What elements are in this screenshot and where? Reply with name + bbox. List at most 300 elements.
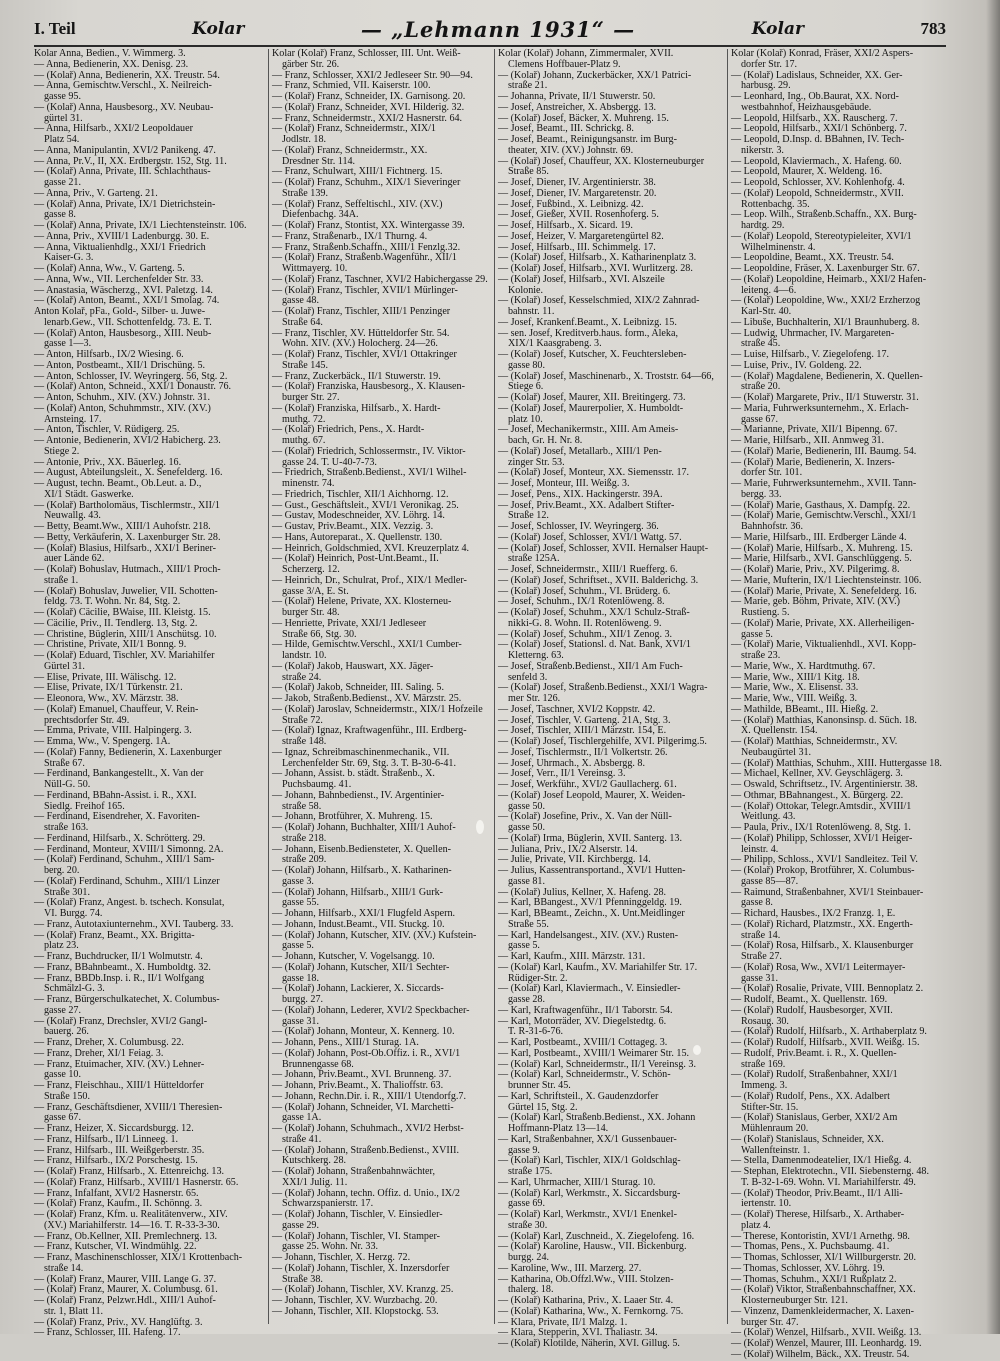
directory-entry-line: Karl-Str. 40. [741,306,792,317]
directory-entry-line: — (Kolař) Leopoldine, Ww., XXI/2 Erzherzog [731,295,921,307]
directory-entry-line: — (Kolař) Irma, Büglerin, XVII. Santerg. 13. [498,832,682,844]
directory-entry-line: — Hans, Autoreparat., X. Quellenstr. 130. [272,531,443,543]
directory-entry-line: Straße 27. [741,951,782,962]
page-header [34,12,946,46]
directory-entry-line: — Elise, Private, IX/1 Türkenstr. 21. [34,682,183,694]
directory-entry-line: straße 58. [282,800,322,812]
directory-entry-line: — (Kolař) Josef, Schriftset., XVII. Balderichg. 3. [498,574,699,586]
directory-entry-line: straße 125A. [508,553,560,565]
directory-entry-line: (XV.) Mariahilferstr. 14—16. T. R-33-3-30. [44,1219,220,1231]
directory-entry-line: — Ferdinand, BBahn-Assist. i. R., XXI. [34,789,197,801]
directory-entry-line: brunner Str. 45. [508,1080,571,1091]
directory-entry-line: T. B-32-1-69. Wohn. VI. Mariahilferstr. 49. [741,1176,916,1188]
directory-entry-line: nikerstr. 3. [741,144,784,156]
directory-entry-line: Straße 67. [44,757,85,769]
directory-entry-line: — Josef, Heizer, V. Margaretengürtel 82. [498,230,664,242]
directory-entry-line: — (Kolař) Johann, Post-Ob.Offiz. i. R., XVI/1 [272,1047,461,1059]
directory-entry-line: — (Kolař) Friedrich, Schlossermstr., IV. Viktor- [272,445,466,457]
directory-entry-line: Straße 72. [282,714,323,726]
directory-entry-line: — August, Abteilungsleit., X. Senefelderg. 16. [34,467,223,479]
directory-entry-line: — (Kolař) Stanislaus, Schneider, XX. [731,1133,884,1145]
directory-entry-line: — Julius, Kassentransportand., XVI/1 Hutten- [498,865,686,876]
column-divider [494,49,495,1324]
directory-entry-line: — (Kolař) Johann, Hilfsarb., XIII/1 Gurk- [272,886,443,898]
directory-entry-line: — Franz, BBDb.Insp. i. R., II/1 Wolfgang [34,972,205,984]
directory-entry-line: iertenstr. 10. [741,1198,792,1210]
directory-entry-line: — Juliana, Priv., IX/2 Alserstr. 14. [498,843,638,855]
directory-entry-line: burgg. 27. [282,994,324,1005]
directory-entry-line: — (Kolař) Rudolf, Hilfsarb., XVII. Weißg. 15. [731,1037,920,1048]
directory-entry-line: — (Kolař) Franz, Priv., XV. Hanglüftg. 3. [34,1316,203,1328]
directory-entry-line: — Josef, Schuhm., IX/1 Rotenlöweng. 8. [498,596,665,608]
directory-entry-line: — (Kolař) Franz, Kfm. u. Realitätenverw., XIV. [34,1209,228,1220]
directory-entry-line: — Leop. Wilh., Straßenb.Schaffn., XX. Burg- [731,209,917,221]
directory-entry-line: — Franz, Buchdrucker, II/1 Wolmutstr. 4. [34,951,203,962]
directory-entry-line: — Franz, Etuimacher, XIV. (XV.) Lehner- [34,1058,205,1070]
directory-entry-line: — Anton, Schuhm., XIV. (XV.) Johnstr. 31. [34,392,210,403]
directory-entry-line: gasse 55. [282,897,320,909]
directory-entry-line: str. 1, Blatt 11. [44,1305,104,1317]
directory-entry-line: straße 45. [741,338,781,350]
directory-entry-line: Kolar Anna, Bedien., V. Wimmerg. 3. [34,48,186,59]
directory-entry-line: — Leopold, Klaviermach., X. Hafeng. 60. [731,155,902,167]
directory-entry-line: — Johann, Priv.Beamt., XVI. Brunneng. 37. [272,1069,452,1081]
directory-entry-line: — (Kolař) Franz, Hilfsarb., XVIII/1 Hasnerstr. 65. [34,1176,239,1188]
directory-entry-line: — (Kolař) Franz, Pelzwr.Hdl., XIII/1 Auhof- [34,1295,216,1306]
directory-entry-line: — Franz, Bürgerschulkatechet, X. Columbus- [34,994,220,1005]
directory-entry-line: X. Quellenstr. 154. [741,725,818,737]
directory-entry-line: — (Kolař) Anna, Private, IX/1 Dietrichstein- [34,198,216,210]
directory-entry-line: — Marie, Hilfsarb., III. Erdberger Lände 4. [731,531,907,543]
directory-entry-line: — (Kolař) Karl, Straßenb.Bedienst., XX. Johann [498,1112,696,1124]
directory-entry-line: — (Kolař) Bohuslav, Hutmach., XIII/1 Proch- [34,564,221,575]
directory-entry-line: Straße 38. [282,1273,323,1285]
directory-entry-line: — (Kolař) Marie, Bedienerin, X. Inzers- [731,456,895,468]
directory-entry-line: — (Kolař) Ferdinand, Schuhm., XIII/1 Linzer [34,875,220,887]
directory-entry-line: gasse 29. [282,1219,320,1231]
directory-entry-line: Neuwallg. 43. [44,510,101,522]
directory-entry-line: — Leopold, Hilfsarb., XX. Rauscherg. 7. [731,112,898,124]
directory-entry-line: — (Kolař) Josef, Bäcker, X. Muhreng. 15. [498,112,669,124]
directory-entry-line: — Anna, Manipulantin, XVI/2 Panikeng. 47. [34,144,216,156]
directory-entry-line: Gürtel 15, Stg. 2. [508,1101,578,1113]
directory-entry-line: — Heinrich, Dr., Schulrat, Prof., XIX/1 Medler- [272,574,467,586]
directory-entry-line: — Marie, Hilfsarb., XVI. Ganschlüggeng. 5. [731,553,912,565]
directory-entry-line: — (Kolař) Cäcilie, BWaise, III. Kleistg. 15. [34,607,211,618]
directory-entry-line: — Franz, Straßenb.Schaffn., XIII/1 Fenzlg.32. [272,241,461,253]
directory-entry-line: — Betty, Verkäuferin, X. Laxenburger Str. 28. [34,531,221,543]
directory-entry-line: gasse 18. [282,972,320,984]
directory-entry-line: gasse 85—87. [741,875,799,887]
directory-entry-line: — (Kolař) Leopold, Schneidermstr., XVII. [731,187,904,199]
directory-entry-line: — Josef, Anstreicher, X. Absbergg. 13. [498,101,657,113]
directory-entry-line: — Josef, Schlosser, IV. Weyringerg. 36. [498,521,659,532]
directory-entry-line: — Josef, Pens., XIX. Hackingerstr. 39A. [498,488,663,500]
directory-entry-line: straße 209. [282,854,327,866]
directory-entry-line: — Franz, Schneidermstr., XXI/2 Hasnerstr. 64. [272,112,463,124]
directory-entry-line: — (Kolař) Josef, Straßenb.Bedienst., XXI/1 Wagra- [498,682,708,694]
directory-entry-line: — (Kolař) Anna, Bedienerin, XX. Treustr. 54. [34,69,220,81]
directory-entry-line: — (Kolař) Franz, Taschner, XVI/2 Habichergasse 29. [272,273,488,285]
directory-entry-line: — Raimund, Straßenbahner, XVI/1 Steinbauer- [731,886,924,898]
directory-entry-line: — Josef, Taschner, XVI/2 Koppstr. 42. [498,703,656,715]
directory-entry-line: — (Kolař) Marie, Private, XX. Allerheiligen- [731,617,915,629]
directory-entry-line: — (Kolař) Johann, Straßenb.Bedienst., XVIII. [272,1144,459,1156]
directory-entry-line: — Emma, Ww., V. Spengerg. 1A. [34,736,171,747]
directory-entry-line: — Franz, Tischler, XV. Hütteldorfer Str. 54. [272,327,450,339]
directory-entry-line: auer Lände 62. [44,553,105,565]
directory-entry-line: — Karl, BBeamt., Zeichn., X. Unt.Meidlinger [498,908,685,919]
directory-entry-line: — (Kolař) Bartholomäus, Tischlermstr., XII/1 [34,499,220,511]
directory-entry-line: — Hilde, Gemischtw.Verschl., XXI/1 Cumber- [272,639,462,651]
directory-entry-line: — Josef, Gießer, XVII. Rosenhoferg. 5. [498,209,659,221]
directory-entry-line: — (Kolař) Karl, Klaviermach., V. Einsiedler- [498,983,681,995]
directory-entry-line: — (Kolař) Johann, Schneider, VI. Marchetti- [272,1101,454,1113]
directory-entry-line: — Franz, Hilfsarb., IX/2 Porschestg. 15. [34,1155,198,1167]
directory-entry-line: — (Kolař) Josef, Kutscher, X. Feuchtersleben- [498,349,687,360]
directory-entry-line: — Ludwig, Uhrmacher, IV. Margareten- [731,327,895,339]
directory-entry-line: — Anna, Gemischtw.Verschl., X. Neilreich- [34,80,212,92]
directory-entry-line: Clemens Hoffbauer-Platz 9. [508,58,621,70]
directory-entry-line: — (Kolař) Bohuslav, Juwelier, VII. Schotten- [34,585,218,597]
directory-entry-line: — Karoline, Ww., III. Marzerg. 27. [498,1262,642,1274]
directory-entry-line: — Franz, Schlosser, III. Hafeng. 17. [34,1327,181,1339]
directory-entry-line: — (Kolař) Helene, Private, XX. Klosterneu- [272,596,452,608]
directory-entry-line: — Thomas, Schlosser, XV. Löhrg. 19. [731,1262,885,1274]
directory-entry-line: — (Kolař) Friedrich, Pens., X. Hardt- [272,424,425,436]
directory-entry-line: nikki-G. 8. Wohn. II. Rotenlöweng. 9. [508,617,662,629]
directory-entry-line: — Franz, Schlosser, XXI/2 Jedleseer Str. 90—94. [272,69,473,81]
directory-entry-line: Wohn. XIV. (XV.) Holocherg. 24—26. [282,338,438,350]
directory-entry-line: Straße 301. [44,886,90,898]
directory-entry-line: — (Kolař) Franz, Tischler, XVI/1 Ottakringer [272,349,457,360]
directory-entry-line: — Libuše, Buchhalterin, XI/1 Braunhuberg. 8. [731,316,920,328]
directory-entry-line: — (Kolař) Blasius, Hilfsarb., XXI/1 Beriner- [34,542,217,554]
directory-entry-line: — (Kolař) Karl, Tischler, XIX/1 Goldschlag- [498,1155,681,1167]
directory-entry-line: burger Str. 47. [741,1316,799,1328]
directory-entry-line: — Franz, Hilfsarb., II/1 Linneeg. 1. [34,1133,179,1145]
directory-entry-line: — (Kolař) Franz, Beamt., XX. Brigitta- [34,929,195,941]
directory-entry-line: straße 169. [741,1058,786,1070]
directory-entry-line: — (Kolař) Marie, Private, X. Senefelderg. 16. [731,585,917,597]
directory-entry-line: Stiege 2. [44,445,80,457]
directory-entry-line: — Josef, Fußbind., X. Leibnizg. 42. [498,198,644,210]
directory-entry-line: — (Kolař) Josef, Schlosser, XVI/1 Wattg. 57. [498,531,682,543]
right-running-head: Kolar [751,19,804,39]
directory-entry-line: thalerg. 18. [508,1284,554,1296]
directory-entry-line: — Betty, Beamt.Ww., XIII/1 Auhofstr. 218. [34,521,211,532]
directory-entry-line: straße 163. [44,822,89,833]
directory-entry-line: — Leopold, D.Insp. d. BBahnen, IV. Tech- [731,134,905,145]
paper-speck [476,820,484,834]
directory-entry-line: — Othmar, BBahnangest., X. Bürgerg. 22. [731,789,904,801]
directory-entry-line: platz 4. [741,1219,771,1231]
directory-entry-line: — Karl, Kraftwagenführ., II/1 Taborstr. 54. [498,1004,673,1016]
directory-entry-line: westbahnhof, Heizhausgebäude. [741,101,872,113]
directory-entry-line: — (Kolař) Rosa, Ww., XVI/1 Leitermayer- [731,961,906,973]
directory-entry-line: — (Kolař) Matthias, Kanonsinsp. d. Süch. 18. [731,714,917,726]
directory-entry-line: — (Kolař) Leopoldine, Heimarb., XXI/2 Hafen- [731,273,927,285]
directory-entry-line: — (Kolař) Franz, Schneidermstr., XX. [272,144,428,156]
directory-entry-line: — (Kolař) Karl, Kaufm., XV. Mariahilfer Str. 17. [498,961,698,973]
directory-entry-line: — Josef, Hilfsarb., III. Schimmelg. 17. [498,241,656,253]
directory-entry-line: — Emma, Private, VIII. Halpingerg. 3. [34,725,192,737]
publication-title: — „Lehmann 1931“ — [360,16,636,42]
directory-entry-line: — Vinzenz, Damenkleidermacher, X. Laxen- [731,1305,914,1317]
directory-entry-line: — (Kolař) Josef, Tischlergehilfe, XVI. Pilgerimg.5. [498,736,707,747]
directory-entry-line: — Karl, Postbeamt., XVIII/1 Weimarer Str. 15. [498,1047,690,1059]
directory-entry-line: Kaiser-G. 3. [44,252,94,264]
directory-entry-line: straße 30. [508,1219,548,1231]
directory-entry-line: gasse 69. [508,1198,546,1210]
column-divider [268,49,269,1324]
directory-entry-line: — Thomas, Schuhm., XXI/1 Rußplatz 2. [731,1273,897,1285]
directory-entry-line: — (Kolař) Franz, Schneider, IX. Garnisong. 20. [272,91,466,102]
directory-entry-line: Diefenbachg. 34A. [282,209,359,221]
directory-entry-line: — Anna, Pr.V., II, XX. Erdbergstr. 152, Stg. 11. [34,155,227,167]
directory-entry-line: senfeld 3. [508,671,548,683]
directory-entry-line: — (Kolař) Matthias, Schuhm., XIII. Huttergasse 18. [731,757,942,769]
directory-entry-line: Platz 54. [44,134,80,145]
directory-entry-line: gasse 50. [508,800,546,812]
directory-entry-line: — Karl, Straßenbahner, XX/1 Gussenbauer- [498,1133,677,1145]
directory-entry-line: — Johann, Brotführer, X. Muhreng. 15. [272,811,433,823]
directory-entry-line: — Richard, Hausbes., IX/2 Franzg. 1, E. [731,908,896,919]
directory-entry-line: — (Kolař) Franz, Schuhm., XIX/1 Sieveringer [272,177,461,188]
directory-entry-line: — Mathilde, BBeamt., III. Hießg. 2. [731,703,879,715]
directory-entry-line: — Maria, Fuhrwerksunternehm., X. Erlach- [731,402,909,414]
directory-entry-line: — (Kolař) Katharina, Priv., X. Laaer Str. 4. [498,1295,674,1306]
directory-entry-line: — Katharina, Ob.Offzl.Ww., VIII. Stolzen- [498,1273,674,1285]
directory-entry-line: — Klara, Stepperin, XVI. Thaliastr. 34. [498,1327,658,1339]
directory-entry-line: — (Kolař) Leopold, Stereotypieleiter, XVI/1 [731,230,912,242]
directory-entry-line: — Franz, Straßenarb., IX/1 Thurng. 4. [272,230,428,242]
directory-entry-line: — Anton, Postbeamt., XII/1 Drischüng. 5. [34,359,206,371]
directory-entry-line: — (Kolař) Josef, Schuhm., XX/1 Schulz-Straß- [498,607,690,618]
column-3 [498,48,724,1349]
directory-entry-line: — (Kolař) Philipp, Schlosser, XVI/1 Heiger- [731,832,913,844]
directory-entry-line: — (Kolař) Marie, Bedienerin, III. Baumg. 54. [731,445,917,457]
directory-entry-line: leiteng. 4—6. [741,284,797,296]
directory-entry-line: — Luise, Hilfsarb., V. Ziegelofeng. 17. [731,349,890,360]
directory-entry-line: — (Kolař) Karoline, Hausw., VII. Bickenburg. [498,1241,687,1253]
directory-entry-line: — Marie, Mufterin, IX/1 Liechtensteinstr. 106. [731,574,922,586]
directory-entry-line: Weitlung. 43. [741,811,796,823]
directory-entry-line: — (Kolař) Karl, Schneidermstr., II/1 Vereinsg. 3. [498,1058,696,1070]
directory-entry-line: straße 218. [282,832,327,844]
directory-entry-line: — (Kolař) Ferdinand, Schuhm., XIII/1 Sam- [34,854,215,866]
directory-entry-line: Mühlenraum 20. [741,1123,809,1134]
directory-entry-line: gasse 21. [44,177,82,188]
directory-entry-line: — (Kolař) Emanuel, Chauffeur, V. Rein- [34,703,199,715]
directory-entry-line: — Franz, Geschäftsdiener, XVIII/1 Theresien- [34,1101,223,1113]
directory-entry-line: Neubaugürtel 31. [741,746,812,758]
directory-entry-line: — Antonie, Bedienerin, XVI/2 Habicherg. 23. [34,435,221,446]
directory-entry-line: — Paula, Priv., IX/1 Rotenlöweng. 8, Stg. 1. [731,822,911,833]
directory-entry-line: — Marie, Ww., X. Elisenst. 33. [731,682,859,694]
directory-entry-line: — Karl, Motorräder, XV. Diegelstedtg. 6. [498,1015,667,1027]
column-2 [272,49,492,1329]
directory-entry-line: — Leopold, Schlosser, XV. Kohlenhofg. 4. [731,177,905,188]
directory-entry-line: — (Kolař) Josef, Chauffeur, XX. Klosterneuburger [498,155,705,167]
directory-entry-line: — Karl, Uhrmacher, XIII/1 Sturag. 10. [498,1176,656,1188]
directory-entry-line: — Josef, Monteur, III. Weißg. 3. [498,478,630,489]
directory-entry-line: Kolar (Kolař) Franz, Schlosser, III. Unt. Weiß- [272,48,461,59]
directory-entry-line: prechtsdorfer Str. 49. [44,714,130,726]
directory-entry-line: — Marie, Ww., VIII. Weißg. 3. [731,693,858,704]
directory-entry-line: — (Kolař) Rosalie, Private, VIII. Bennoplatz 2. [731,983,924,995]
directory-entry-line: — (Kolař) Johann, Buchhalter, XIII/1 Auhof- [272,822,456,833]
directory-entry-line: burger Str. 27. [282,392,340,403]
directory-entry-line: Rottenbachg. 35. [741,198,810,210]
directory-entry-line: — Karl, Handelsangest., XIV. (XV.) Rusten- [498,929,679,941]
directory-entry-line: — (Kolař) Johann, Straßenbahnwächter, [272,1166,436,1177]
directory-entry-line: — Johann, Tischler, XII. Klopstockg. 53. [272,1305,439,1317]
directory-entry-line: Stifter-Str. 15. [741,1101,799,1113]
directory-entry-line: — (Kolař) Josef, Hilfsarb., XVI. Alszeile [498,273,665,285]
directory-entry-line: — Ferdinand, Hilfsarb., X. Schrötterg. 29. [34,832,206,844]
directory-entry-line: — (Kolař) Anton, Hausbesorg., XIII. Neub- [34,327,212,339]
directory-entry-line: — (Kolař) Katharina, Ww., X. Fernkorng. 75. [498,1305,684,1317]
directory-entry-line: gasse 50. [508,822,546,833]
directory-entry-line: — Franz, Hilfsarb., III. Weißgerberstr. 35. [34,1144,205,1156]
directory-entry-line: bergg. 33. [741,488,782,500]
directory-entry-line: — Anna, Priv., XVIII/1 Ladenburgg. 30. E. [34,230,210,242]
directory-entry-line: leinstr. 4. [741,843,779,855]
directory-entry-line: zinger Str. 53. [508,456,565,468]
directory-entry-line: — (Kolař) Therese, Hilfsarb., X. Arthaber- [731,1209,905,1220]
directory-entry-line: — (Kolař) Franz, Angest. b. tschech. Konsulat, [34,897,225,909]
directory-entry-line: Arnsteing. 17. [44,413,102,425]
directory-entry-line: gürtel 31. [44,112,83,124]
directory-entry-line: gasse 1—3. [44,338,92,350]
directory-entry-line: — Julie, Private, VII. Kirchbergg. 14. [498,854,651,866]
directory-entry-line: gasse 31. [282,1015,320,1027]
directory-entry-line: — (Kolař) Josef, Hilfsarb., X. Katharinenplatz 3. [498,252,697,264]
directory-entry-line: — (Kolař) Johann, Hilfsarb., X. Katharinen- [272,865,452,876]
directory-entry-line: — (Kolař) Franz, Maurer, VIII. Lange G. 37. [34,1273,217,1285]
directory-entry-line: — Christine, Private, XII/1 Bonng. 9. [34,639,187,651]
directory-entry-line: — (Kolař) Franz, Straßenb.Wagenführ., XII/1 [272,252,457,264]
directory-entry-line: XI/1 Städt. Gaswerke. [44,488,134,500]
directory-entry-line: — (Kolař) Ladislaus, Schneider, XX. Ger- [731,69,903,81]
directory-entry-line: harbusg. 29. [741,80,791,92]
directory-entry-line: — (Kolař) Josef, Hilfsarb., XVI. Wurlitzerg. 28. [498,263,693,274]
directory-entry-line: gasse 9. [508,1144,540,1156]
directory-entry-line: — (Kolař) Johann, techn. Offiz. d. Unio., IX/2 [272,1187,460,1199]
directory-entry-line: — Johann, Hilfsarb., XXI/1 Flugfeld Aspern. [272,908,456,919]
directory-entry-line: — Josef, Beamt., III. Schrickg. 8. [498,123,634,135]
directory-entry-line: gasse 5. [282,940,314,952]
directory-entry-line: — Karl, Postbeamt., XVIII/1 Cottageg. 3. [498,1037,668,1048]
directory-entry-line: — (Kolař) Eduard, Tischler, XV. Mariahilfer [34,650,215,661]
directory-entry-line: — (Kolař) Franz, Tischler, XIII/1 Penzinger [272,306,451,317]
directory-entry-line: Nüll-G. 50. [44,779,91,790]
directory-entry-line: bach, Gr. H. Nr. 8. [508,435,583,446]
directory-entry-line: lenarb.Gew., VII. Schottenfeldg. 73. E. T. [44,316,212,328]
directory-entry-line: — (Kolař) Johann, Monteur, X. Kennerg. 10. [272,1026,455,1038]
directory-entry-line: — Ferdinand, Monteur, XVIII/1 Simonng. 2A. [34,843,224,855]
directory-entry-line: gasse 5. [741,628,773,640]
directory-entry-line: — (Kolař) Johann, Kutscher, XII/1 Sechter- [272,961,450,973]
directory-entry-line: — (Kolař) Matthias, Schneidermstr., XV. [731,736,898,747]
directory-entry-line: Schmälzl-G. 3. [44,983,105,995]
directory-entry-line: platz 10. [508,413,543,425]
directory-entry-line: — Klara, Private, II/1 Malzg. 1. [498,1316,628,1328]
directory-entry-line: — (Kolař) Josef, Kesselschmied, XIX/2 Zahnrad- [498,295,700,307]
directory-entry-line: Lerchenfelder Str. 69, Stg. 3. T. B-30-6-41. [282,757,456,769]
directory-entry-line: — (Kolař) Marie, Hilfsarb., X. Muhreng. 15. [731,542,913,554]
directory-entry-line: Rustieng. 5. [741,607,790,618]
directory-entry-line: — (Kolař) Fanny, Bedienerin, X. Laxenburger [34,746,222,758]
directory-entry-line: Immeng. 3. [741,1080,788,1091]
directory-entry-line: — (Kolař) Anton, Schuhmmstr., XIV. (XV.) [34,402,211,414]
header-rule [34,45,946,47]
directory-entry-line: Straße 64. [282,316,323,328]
directory-entry-line: Dresdner Str. 114. [282,155,356,167]
directory-entry-line: muthg. 67. [282,435,326,446]
directory-entry-line: — (Kolař) Wenzel, Hilfsarb., XVII. Weißg. 13. [731,1327,922,1339]
directory-entry-line: — Karl, BBangest., XV/1 Pfenninggeldg. 19. [498,897,682,909]
directory-entry-line: Straße 85. [508,166,549,178]
directory-entry-line: Puchsbaumg. 41. [282,779,352,790]
directory-entry-line: Rüdiger-Str. 2. [508,972,568,984]
directory-entry-line: — (Kolař) Johann, Lederer, XVI/2 Speckbacher- [272,1004,470,1016]
directory-entry-line: — sen. Josef, Kreditverb.haus. form., Aleka, [498,327,678,339]
directory-entry-line: — Karl, Schriftsteil., X. Gaudenzdorfer [498,1090,659,1102]
directory-entry-line: Bahnhofstr. 36. [741,521,803,532]
directory-entry-line: — Thomas, Schlosser, XI/1 Willburgerstr. 20. [731,1252,917,1263]
directory-entry-line: platz 23. [44,940,79,952]
column-4 [731,48,956,1360]
directory-entry-line: — Heinrich, Goldschmied, XVI. Kreuzerplatz 4. [272,542,470,554]
directory-entry-line: — (Kolař) Josef, Schuhm., XII/1 Zenog. 3. [498,628,673,640]
directory-entry-line: — Josef, Hilfsarb., X. Sicard. 19. [498,220,633,231]
directory-entry-line: gasse 81. [508,875,546,887]
directory-entry-line: — Johann, Rechn.Dir. i. R., XIII/1 Utendorfg.7. [272,1090,466,1102]
directory-entry-line: — (Kolař) Josef, Maurerpolier, X. Humboldt- [498,402,684,414]
directory-entry-line: — Eleonora, Ww., XV. Märzstr. 38. [34,693,179,704]
directory-entry-line: straße 14. [741,929,781,941]
directory-entry-line: Stiege 6. [508,381,544,393]
directory-entry-line: — (Kolař) Rosa, Hilfsarb., X. Klausenburger [731,940,914,952]
directory-entry-line: — (Kolař) Johann, Zuckerbäcker, XX/1 Patrici- [498,69,692,81]
directory-entry-line: Straße 12. [508,510,549,522]
directory-entry-line: — (Kolař) Johann, Tischler, VI. Stamper- [272,1230,440,1242]
directory-entry-line: — Oswald, Schriftsetz., IV. Argentinierstr. 38. [731,779,918,790]
directory-entry-line: — Josef, Krankenf.Beamt., X. Leibnizg. 15. [498,316,677,328]
directory-entry-line: — Anna, Priv., V. Garteng. 21. [34,187,158,199]
directory-entry-line: berg. 20. [44,865,80,876]
directory-entry-line: — Josef, Tischler, XIII/1 Märzstr. 154, E. [498,725,667,737]
directory-entry-line: bahnstr. 11. [508,306,555,317]
directory-entry-line: — (Kolař) Franz, Drechsler, XVI/2 Gangl- [34,1015,208,1027]
directory-entry-line: landstr. 10. [282,650,327,661]
directory-entry-line: — (Kolař) Marie, Gasthaus, X. Dampfg. 22. [731,499,911,511]
directory-entry-line: gasse 27. [44,1004,82,1016]
directory-entry-line: — Josef, Diener, IV. Margaretenstr. 20. [498,187,657,199]
directory-entry-line: — Josef, Mechanikermstr., XIII. Am Ameis- [498,424,679,436]
directory-entry-line: — (Kolař) Rudolf, Hausbesorger, XVII. [731,1004,893,1016]
directory-entry-line: — Friedrich, Tischler, XII/1 Aichhorng. 12. [272,488,449,500]
directory-entry-line: — Josef, Uhrmach., X. Absbergg. 8. [498,757,645,769]
directory-entry-line: — (Kolař) Johann, Lackierer, X. Siccards- [272,983,444,995]
directory-entry-line: — (Kolař) Karl, Schneidermstr., V. Schön- [498,1069,671,1081]
directory-entry-line: Kletterng. 63. [508,650,564,661]
directory-entry-line: — (Kolař) Magdalene, Bedienerin, X. Quellen- [731,370,923,382]
directory-entry-line: — Franz, Heizer, X. Siccardsburgg. 12. [34,1123,194,1134]
directory-entry-line: — (Kolař) Josef, Stationsl. d. Nat. Bank, XVI/1 [498,639,691,651]
